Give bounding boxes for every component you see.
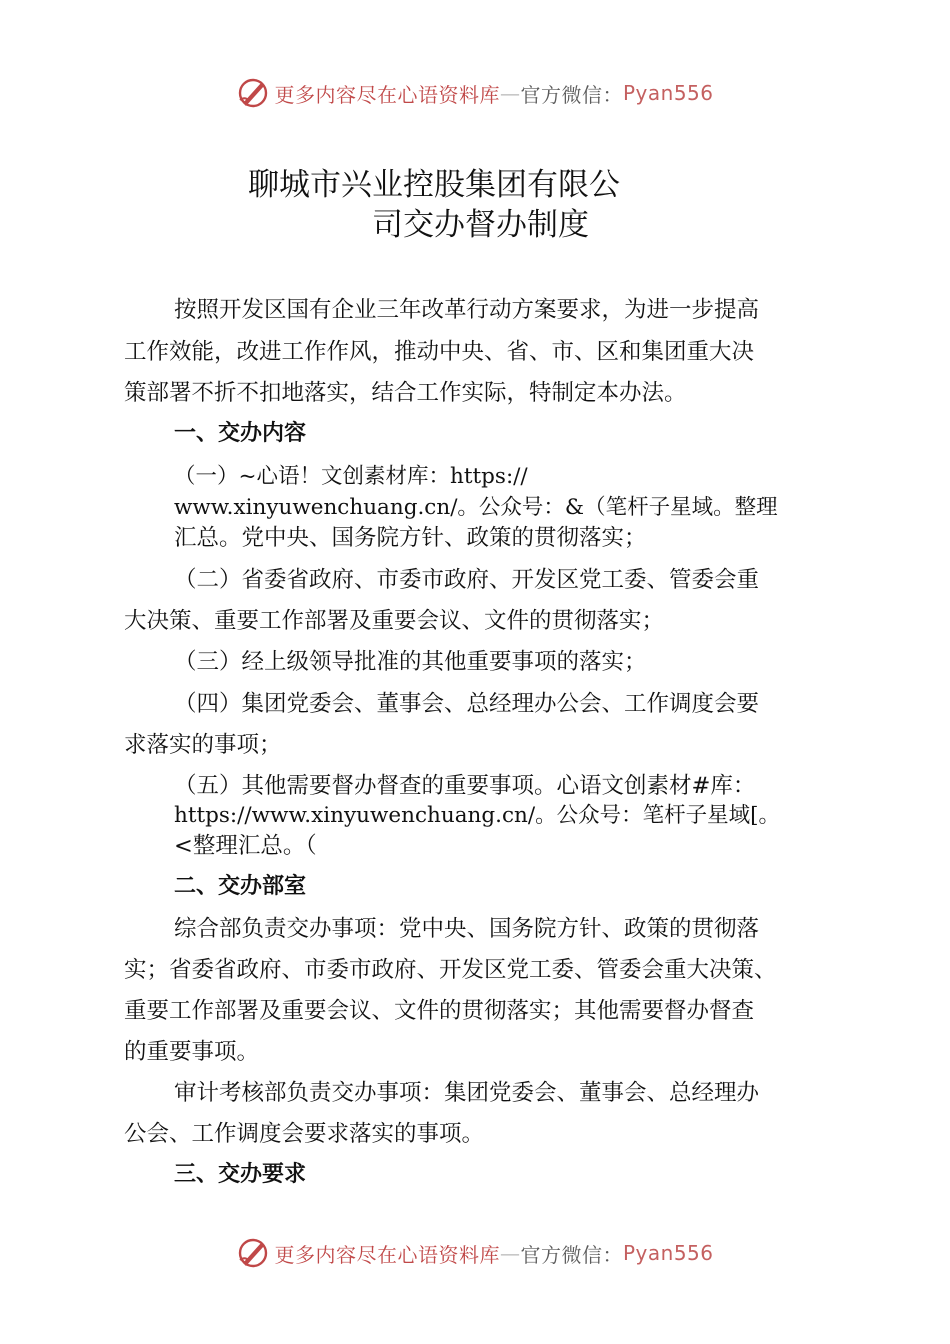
body-line: （四）集团党委会、董事会、总经理办公会、工作调度会要	[174, 691, 760, 717]
body-line: 策部署不折不扣地落实，结合工作实际，特制定本办法。	[124, 380, 687, 406]
watermark-text: 更多内容尽在心语资料库	[274, 82, 500, 107]
document-title-line-2: 司交办督办制度	[372, 207, 589, 243]
body-line: （五）其他需要督办督查的重要事项。心语文创素材#库：	[174, 773, 756, 799]
document-title-line-1: 聊城市兴业控股集团有限公	[248, 167, 620, 203]
body-line: 工作效能，改进工作作风，推动中央、省、市、区和集团重大决	[124, 339, 755, 365]
watermark-footer	[0, 1233, 950, 1273]
watermark-dash: —	[499, 81, 521, 105]
body-line: <整理汇总。（	[174, 833, 317, 859]
body-line: https://www.xinyuwenchuang.cn/。公众号：笔杆子星域[。	[174, 803, 780, 828]
body-line: 实；省委省政府、市委市政府、开发区党工委、管委会重大决策、	[124, 957, 777, 983]
section-heading: 一、交办内容	[174, 421, 307, 446]
watermark-wechat-label: 官方微信：	[520, 82, 623, 107]
watermark-dash: —	[499, 1241, 521, 1265]
watermark-wechat-label: 官方微信：	[520, 1242, 623, 1267]
body-line: 汇总。党中央、国务院方针、政策的贯彻落实；	[174, 525, 647, 551]
watermark-wechat-id: Pyan556	[622, 1241, 714, 1265]
body-line: （三）经上级领导批准的其他重要事项的落实；	[174, 649, 647, 675]
body-line: 公会、工作调度会要求落实的事项。	[124, 1121, 485, 1147]
watermark-wechat-id: Pyan556	[622, 81, 714, 105]
body-line: 审计考核部负责交办事项：集团党委会、董事会、总经理办	[174, 1080, 760, 1106]
body-line: （一）~心语！文创素材库：https://	[174, 464, 528, 489]
body-line: 大决策、重要工作部署及重要会议、文件的贯彻落实；	[124, 608, 665, 634]
watermark-text: 更多内容尽在心语资料库	[274, 1242, 500, 1267]
section-heading: 三、交办要求	[174, 1162, 307, 1187]
pen-logo-icon	[236, 1236, 270, 1270]
section-heading: 二、交办部室	[174, 874, 307, 899]
body-line: 重要工作部署及重要会议、文件的贯彻落实；其他需要督办督查	[124, 998, 755, 1024]
pen-logo-icon	[236, 76, 270, 110]
body-line: 的重要事项。	[124, 1039, 260, 1065]
body-line: （二）省委省政府、市委市政府、开发区党工委、管委会重	[174, 567, 760, 593]
body-line: 综合部负责交办事项：党中央、国务院方针、政策的贯彻落	[174, 916, 760, 942]
watermark-header	[0, 73, 950, 113]
body-line: www.xinyuwenchuang.cn/。公众号：&（笔杆子星域。整理	[174, 495, 778, 520]
body-line: 按照开发区国有企业三年改革行动方案要求，为进一步提高	[174, 297, 760, 323]
body-line: 求落实的事项；	[124, 732, 282, 758]
